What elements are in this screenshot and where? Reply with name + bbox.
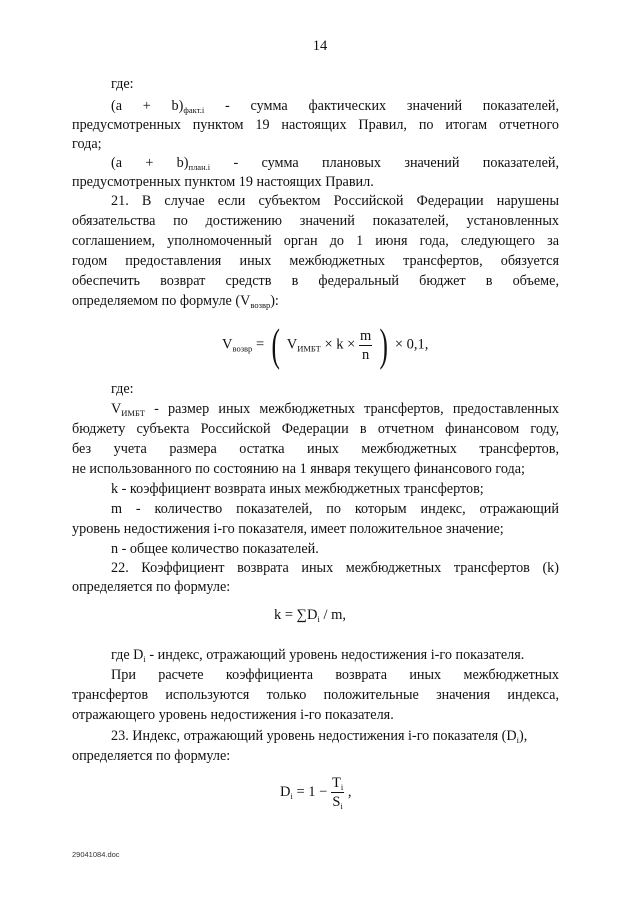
math-a-plus-b-plan: $(a + b)_{план.i}$: [111, 155, 211, 172]
def-v-imbt-line3: без учета размера остатка иных межбюджетных трансфертов,: [72, 441, 559, 457]
close-paren: ): [379, 319, 388, 370]
formula-k: $k = \sum D_i / m$,: [274, 607, 347, 624]
p22-line2: определяется по формуле:: [72, 579, 231, 595]
where-label: где:: [111, 76, 134, 92]
p23-line1: 23. Индекс, отражающий уровень недостижения i-го показателя $(D_i)$,: [111, 728, 528, 745]
note-line3: отражающего уровень недостижения i-го показателя.: [72, 707, 394, 723]
def-v-imbt-line4: не использованного по состоянию на 1 января текущего финансового года;: [72, 461, 525, 477]
math-a-plus-b: $(a + b)_{факт.i}$: [111, 98, 205, 115]
def-planned-sum-line1: $(a + b)_{план.i}$ - сумма плановых значений показателей,: [111, 155, 560, 172]
def-actual-sum-line3: года;: [72, 136, 102, 152]
note-line2: трансфертов используются только положительные значения индекса,: [72, 687, 559, 703]
page-number: 14: [312, 38, 328, 54]
def-m-line2: уровень недостижения i-го показателя, имеет положительное значение;: [72, 521, 504, 537]
where-label-2: где:: [111, 381, 134, 397]
def-n: n - общее количество показателей.: [111, 541, 319, 557]
def-di: где $D_i$ - индекс, отражающий уровень недостижения i-го показателя.: [111, 647, 525, 664]
fraction-m-n: $\frac{m}{n}$: [359, 327, 372, 363]
def-m-line1: m - количество показателей, по которым индекс, отражающий: [111, 501, 559, 517]
p21-line4: годом предоставления иных межбюджетных трансфертов, обязуется: [72, 253, 559, 269]
open-paren: (: [271, 319, 280, 370]
formula-di: $D_i = 1$ − $\frac{T_i}{S_i}$ ,: [280, 775, 352, 811]
formula-v-return: $V_{возвр}$ = ( $V_{ИМБТ} \times k$ × $\frac{m}{n}$ ) × 0,1,: [222, 319, 429, 370]
fraction-t-s: $\frac{T_i}{S_i}$: [331, 775, 344, 811]
p21-line1: 21. В случае если субъектом Российской Федерации нарушены: [111, 193, 559, 209]
def-planned-sum-line2: предусмотренных пунктом 19 настоящих Правил.: [72, 174, 374, 190]
p23-line2: определяется по формуле:: [72, 748, 231, 764]
def-actual-sum-line2: предусмотренных пунктом 19 настоящих Правил, по итогам отчетного: [72, 117, 559, 133]
document-filename: 29041084.doc: [72, 850, 120, 859]
p21-line5: обеспечить возврат средств в федеральный бюджет в объеме,: [72, 273, 559, 289]
def-v-imbt-line1: $V_{ИМБТ}$ - размер иных межбюджетных трансфертов, предоставленных: [111, 401, 559, 418]
def-actual-sum-line1: $(a + b)_{факт.i}$ - сумма фактических значений показателей,: [111, 98, 560, 115]
def-v-imbt-line2: бюджету субъекта Российской Федерации в отчетном финансовом году,: [72, 421, 559, 437]
def-k: k - коэффициент возврата иных межбюджетных трансфертов;: [111, 481, 484, 497]
p21-line2: обязательства по достижению значений показателей, установленных: [72, 213, 559, 229]
note-line1: При расчете коэффициента возврата иных межбюджетных: [111, 667, 559, 683]
p21-line3: соглашением, уполномоченный орган до 1 июня года, следующего за: [72, 233, 559, 249]
p22-line1: 22. Коэффициент возврата иных межбюджетных трансфертов (k): [111, 560, 559, 576]
p21-line6: определяемом по формуле $(V_{возвр})$:: [72, 293, 279, 310]
